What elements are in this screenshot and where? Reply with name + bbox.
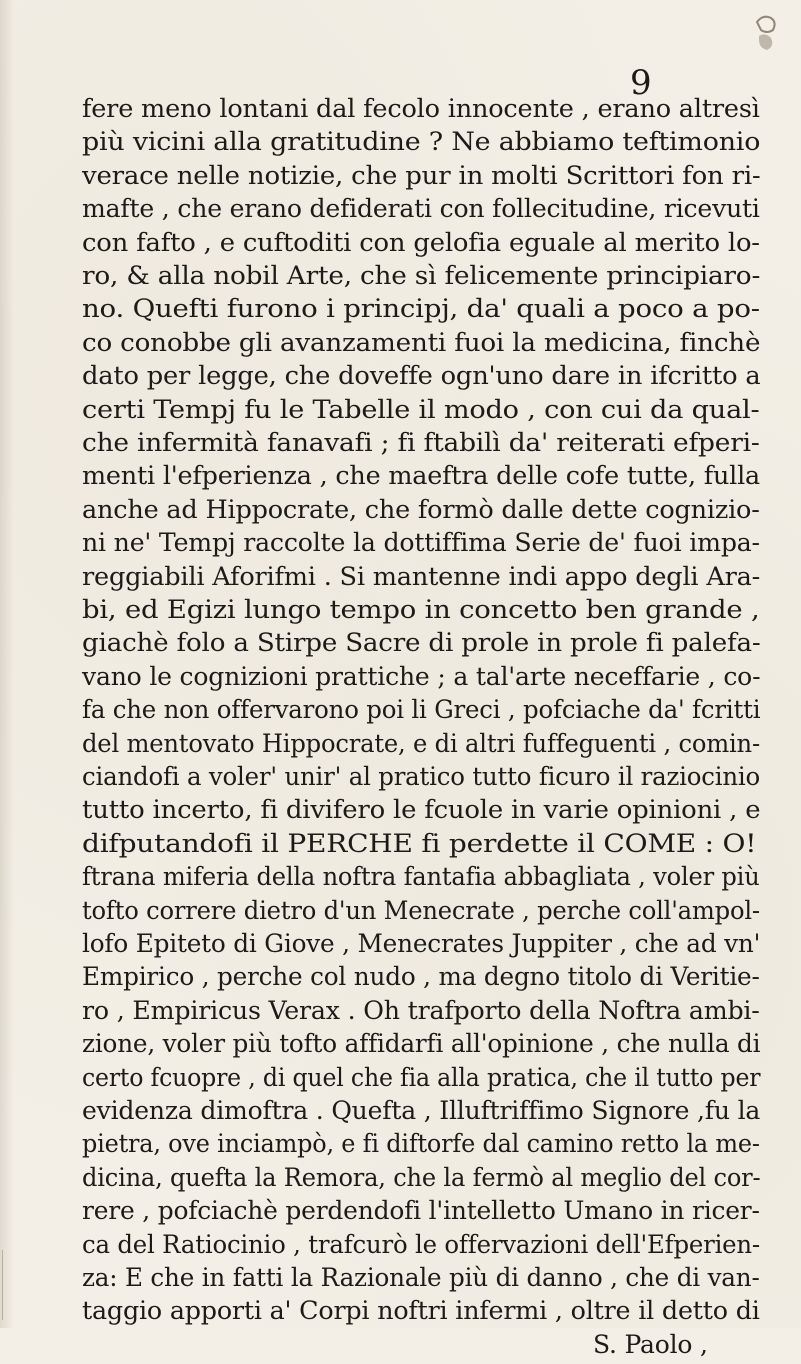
text-line: che infermità fanavafi ; fi ftabilì da' reiterati efperi- — [82, 428, 760, 457]
text-line: ro, & alla nobil Arte, che sì felicemente principiaro- — [82, 261, 761, 290]
text-line: difputandofi il PERCHE fi perdette il COME : O! — [82, 828, 757, 858]
text-line: no. Quefti furono i principj, da' quali a poco a po- — [82, 294, 760, 324]
text-line: certi Tempj fu le Tabelle il modo , con cui da qual- — [82, 394, 760, 424]
stamp-mark-icon — [753, 12, 779, 54]
text-line: zione, voler più tofto affidarfi all'opinione , che nulla di — [82, 1029, 761, 1059]
margin-rule — [2, 1250, 3, 1320]
text-line: verace nelle notizie, che pur in molti Scrittori fon ri- — [82, 160, 761, 190]
text-line: dato per legge, che doveffe ogn'uno dare in ifcritto a — [82, 361, 761, 391]
text-line: ca del Ratiocinio , trafcurò le offervazioni dell'Efperien- — [82, 1229, 760, 1259]
text-line: certo fcuopre , di quel che fia alla pratica, che il tutto per — [82, 1062, 761, 1092]
text-line: Empirico , perche col nudo , ma degno titolo di Veritie- — [82, 962, 760, 992]
text-line: tofto correre dietro d'un Menecrate , perche coll'ampol- — [82, 895, 760, 925]
text-line: za: E che in fatti la Razionale più di danno , che di van- — [82, 1263, 760, 1292]
text-line: ciandofi a voler' unir' al pratico tutto ficuro il raziocinio — [82, 762, 761, 791]
text-line: dicina, quefta la Remora, che la fermò al meglio del cor- — [82, 1162, 761, 1192]
text-line: ftrana miferia della noftra fantafia abbagliata , voler più — [82, 862, 760, 892]
text-line: mafte , che erano defiderati con follecitudine, ricevuti — [82, 194, 760, 224]
page-number: 9 — [630, 63, 652, 103]
text-line: rere , pofciachè perdendofi l'intelletto Umano in ricer- — [82, 1196, 760, 1226]
text-line: anche ad Hippocrate, che formò dalle dette cognizio- — [82, 494, 760, 524]
text-line: bi, ed Egizi lungo tempo in concetto ben grande , — [82, 595, 760, 624]
text-line: più vicini alla gratitudine ? Ne abbiamo teftimonio — [82, 127, 761, 157]
page-gutter-shadow — [0, 0, 14, 1328]
text-line: menti l'efperienza , che maeftra delle cofe tutte, fulla — [82, 461, 760, 491]
text-line: evidenza dimoftra . Quefta , Illuftriffimo Signore ,fu la — [82, 1096, 761, 1125]
text-line: con fafto , e cuftoditi con gelofia eguale al merito lo- — [82, 227, 760, 257]
text-line: reggiabili Aforifmi . Si mantenne indi appo degli Ara- — [82, 561, 761, 591]
text-line: lofo Epiteto di Giove , Menecrates Juppiter , che ad vn' — [82, 929, 761, 958]
text-line: fa che non offervarono poi li Greci , pofciache da' fcritti — [82, 695, 761, 725]
text-line: co conobbe gli avanzamenti fuoi la medicina, finchè — [82, 327, 761, 357]
text-line: del mentovato Hippocrate, e di altri fuffeguenti , comin- — [82, 728, 760, 758]
text-line: pietra, ove inciampò, e fi diftorfe dal camino retto la me- — [82, 1129, 760, 1159]
text-line: vano le cognizioni prattiche ; a tal'arte neceffarie , co- — [82, 661, 761, 691]
text-line: fere meno lontani dal fecolo innocente , erano altresì — [82, 94, 760, 123]
text-line: giachè folo a Stirpe Sacre di prole in prole fi palefa- — [82, 628, 761, 658]
text-line-final: S. Paolo , — [593, 1329, 708, 1359]
text-line: ni ne' Tempj raccolte la dottiffima Serie de' fuoi impa- — [82, 528, 760, 558]
text-line: ro , Empiricus Verax . Oh trafporto della Noftra ambi- — [82, 995, 760, 1025]
text-line: taggio apporti a' Corpi noftri infermi , oltre il detto di — [82, 1296, 760, 1326]
text-line: tutto incerto, fi divifero le fcuole in varie opinioni , e — [82, 795, 761, 825]
